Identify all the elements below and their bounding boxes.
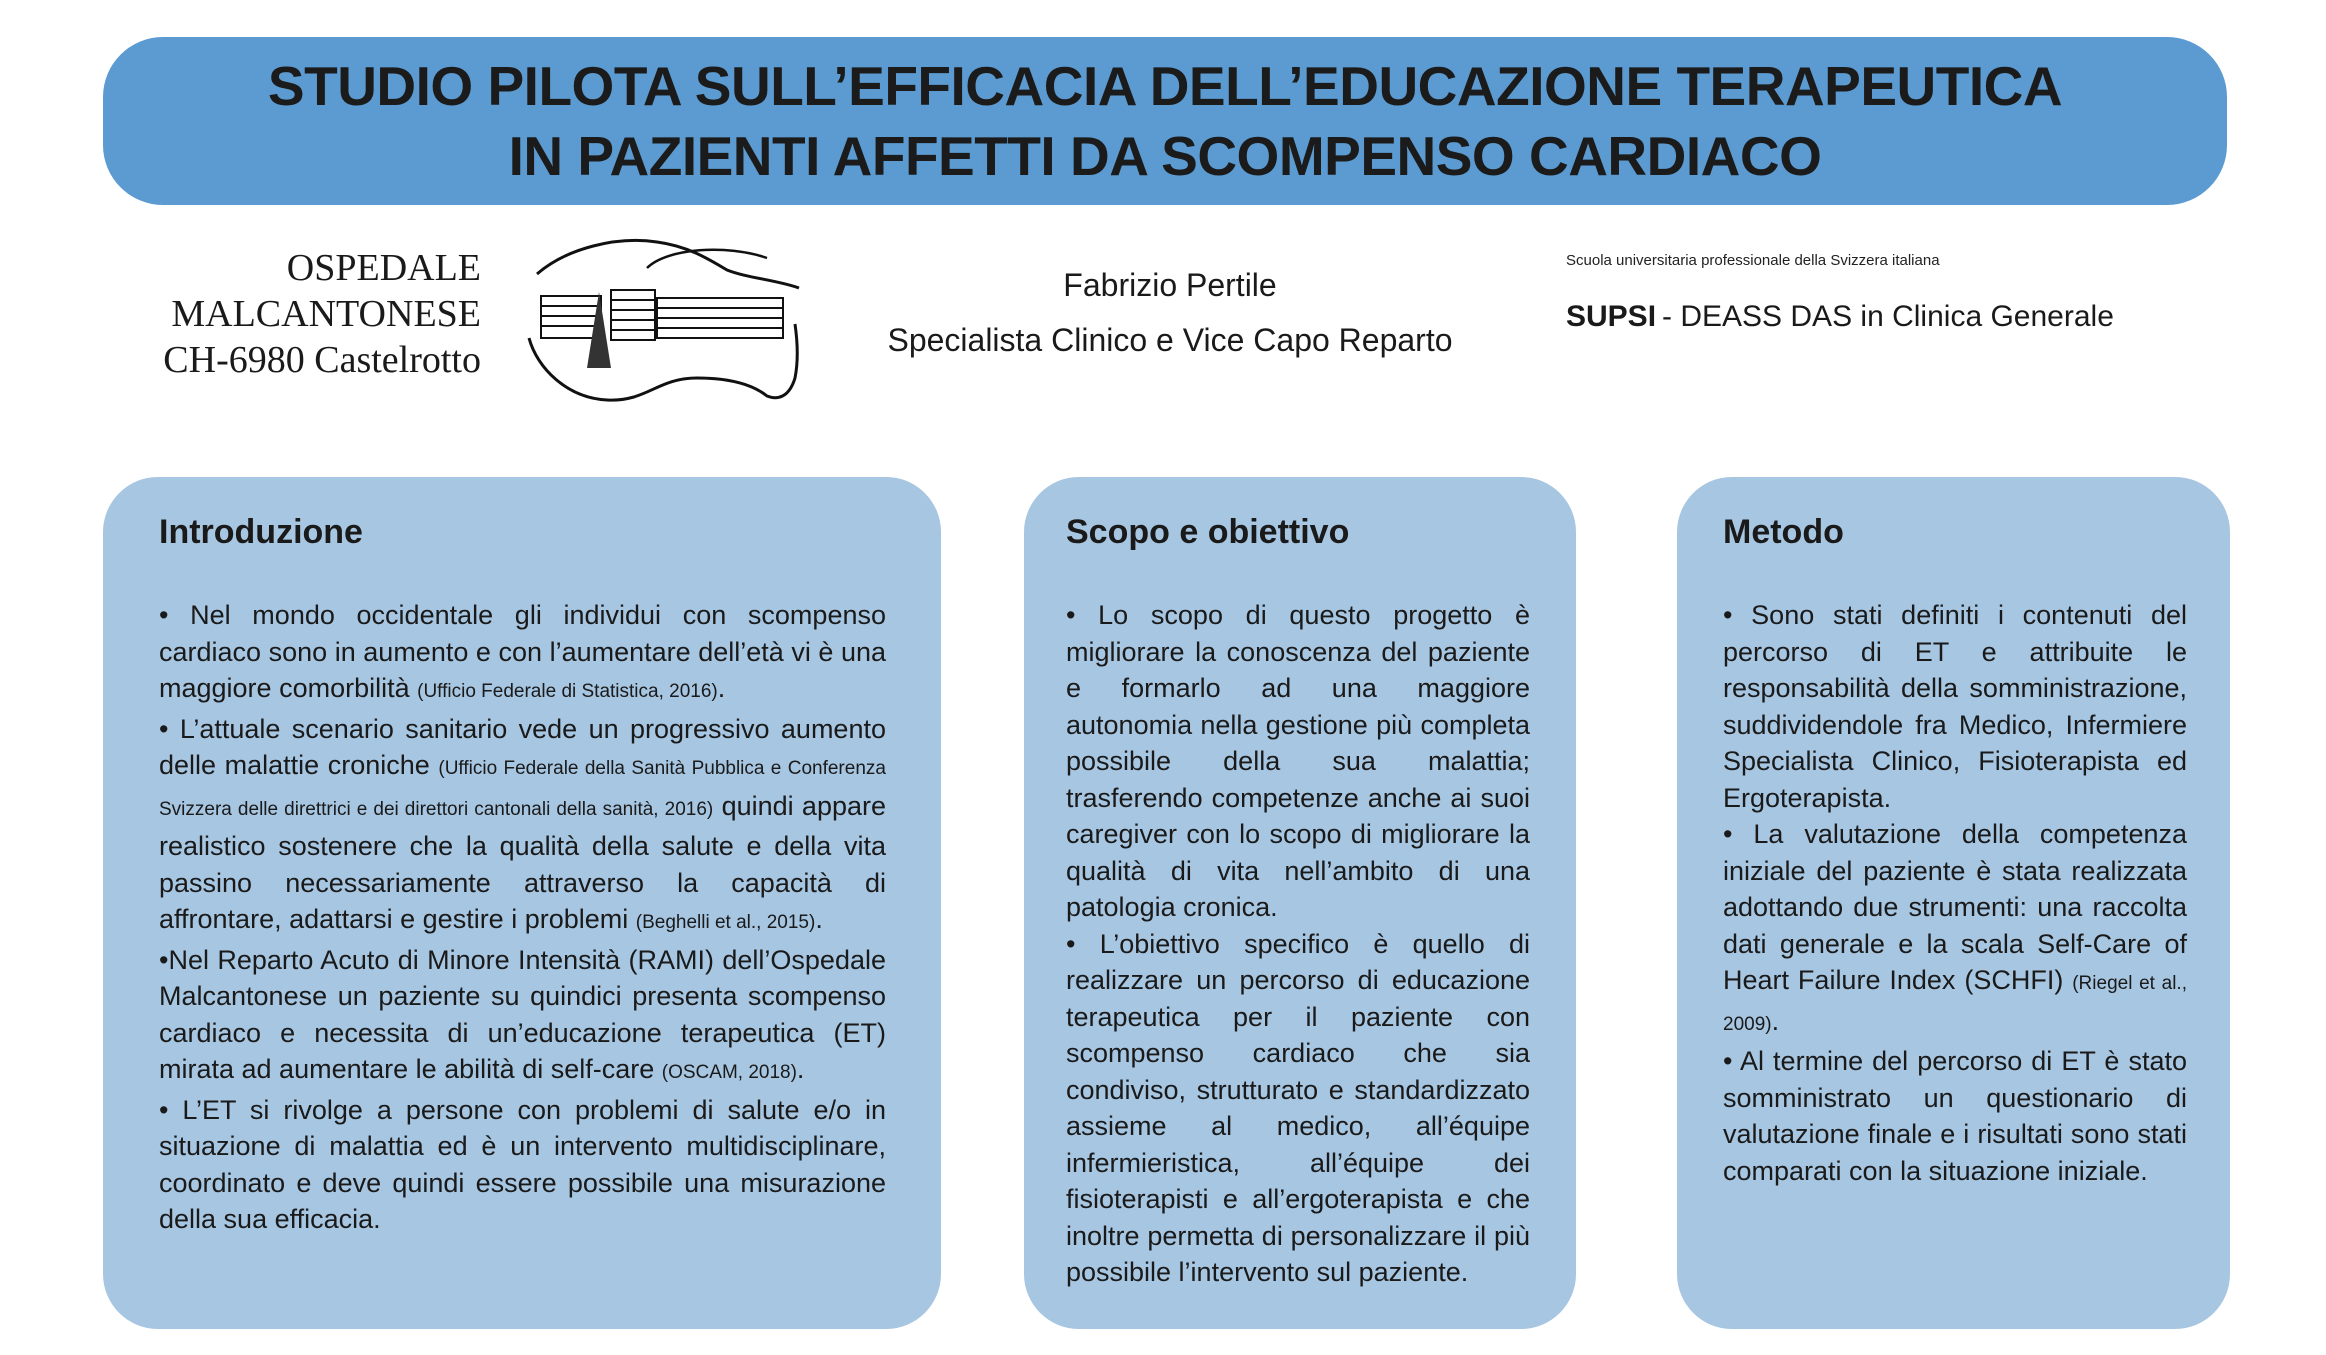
institution-subtitle: Scuola universitaria professionale della Svizzera italiana	[1566, 252, 1940, 269]
intro-p3-ref: (OSCAM, 2018)	[661, 1062, 797, 1083]
hospital-name	[163, 245, 481, 383]
title-banner	[103, 37, 2227, 205]
method-body	[1723, 597, 2187, 1189]
method-paragraph-2	[1723, 816, 2187, 1043]
intro-panel	[103, 477, 941, 1329]
intro-paragraph-3	[159, 942, 886, 1092]
hospital-line-2: MALCANTONESE	[171, 293, 481, 335]
scope-paragraph-1: • Lo scopo di questo progetto è migliorare la conoscenza del paziente e formarlo ad una maggiore autonomia nella gestione più completa possibile della sua malattia; trasferendo competenze anche ai suoi caregiver con lo scopo di migliorare la qualità di vita nell’ambito di una patologia cronica.	[1066, 600, 1530, 922]
method-paragraph-1: • Sono stati definiti i contenuti del percorso di ET e attribuite le responsabilità della somministrazione, suddividendole fra Medico, Infermiere Specialista Clinico, Fisioterapista ed Ergoterapista.	[1723, 600, 2187, 813]
title-line-1: STUDIO PILOTA SULL’EFFICACIA DELL’EDUCAZIONE TERAPEUTICA	[267, 55, 2063, 117]
method-heading: Metodo	[1723, 513, 1844, 551]
method-paragraph-3: • Al termine del percorso di ET è stato somministrato un questionario di valutazione finale e i risultati sono stati comparati con la situazione iniziale.	[1723, 1046, 2187, 1186]
intro-heading: Introduzione	[159, 513, 363, 551]
method-p2-text: • La valutazione della competenza iniziale del paziente è stata realizzata adottando due strumenti: una raccolta dati generale e la scala Self-Care of Heart Failure Index (SCHFI)	[1723, 819, 2187, 995]
intro-body	[159, 597, 886, 1238]
scope-heading: Scopo e obiettivo	[1066, 513, 1350, 551]
title-line-2: IN PAZIENTI AFFETTI DA SCOMPENSO CARDIACO	[508, 125, 1822, 187]
author-name: Fabrizio Pertile	[1063, 267, 1277, 303]
program-name: - DEASS DAS in Clinica Generale	[1662, 300, 2114, 333]
intro-p1-end: .	[717, 673, 726, 703]
supsi-logo-text: SUPSI	[1566, 300, 1657, 333]
scope-panel	[1024, 477, 1576, 1329]
institution-line	[1566, 300, 2114, 334]
intro-p2-text: • L’attuale scenario sanitario vede un progressivo aumento delle malattie croniche	[159, 713, 886, 780]
author-block	[860, 258, 1480, 368]
hospital-logo	[527, 228, 807, 404]
scope-paragraph-2: • L’obiettivo specifico è quello di realizzare un percorso di educazione terapeutica per il paziente con scompenso cardiaco che sia condiviso, strutturato e standardizzato assieme al medico, all’équipe infermieristica, all’équipe dei fisioterapisti e all’ergoterapista e che inoltre permetta di personalizzare il più possibile l’intervento sul paziente.	[1066, 928, 1530, 1287]
intro-paragraph-4: • L’ET si rivolge a persone con problemi di salute e/o in situazione di malattia ed è un intervento multidisciplinare, coordinato e deve quindi essere possibile una misurazione della sua efficacia.	[159, 1094, 886, 1234]
method-p2-end: .	[1771, 1005, 1780, 1036]
intro-p3-end: .	[796, 1054, 805, 1084]
intro-p1-text: • Nel mondo occidentale gli individui con scompenso cardiaco sono in aumento e con l’aumentare dell’età vi è una maggiore comorbilità	[159, 600, 886, 703]
method-panel	[1677, 477, 2230, 1329]
intro-paragraph-1	[159, 597, 886, 711]
scope-body	[1066, 597, 1530, 1291]
hospital-line-1: OSPEDALE	[286, 247, 481, 289]
intro-p3-text: •Nel Reparto Acuto di Minore Intensità (RAMI) dell’Ospedale Malcantonese un paziente su quindici presenta scompenso cardiaco e necessita di un’educazione terapeutica (ET) mirata ad aumentare le abilità di self-care	[159, 944, 886, 1084]
intro-p1-ref: (Ufficio Federale di Statistica, 2016)	[417, 681, 718, 702]
intro-paragraph-2	[159, 711, 886, 942]
intro-p2-end: .	[815, 904, 823, 934]
intro-p2-ref2: (Beghelli et al., 2015)	[635, 912, 816, 933]
hospital-line-3: CH-6980 Castelrotto	[163, 339, 481, 381]
author-role: Specialista Clinico e Vice Capo Reparto	[887, 322, 1453, 358]
method-p2-ref: (Riegel et al., 2009)	[1723, 973, 2187, 1035]
intro-p2-ref: (Ufficio Federale della Sanità Pubblica e Conferenza Svizzera delle direttrici e dei direttori cantonali della sanità, 2016)	[159, 758, 886, 820]
intro-p2-text2: quindi appare realistico sostenere che la qualità della salute e della vita passino necessariamente attraverso la capacità di affrontare, adattarsi e gestire i problemi	[159, 790, 886, 934]
